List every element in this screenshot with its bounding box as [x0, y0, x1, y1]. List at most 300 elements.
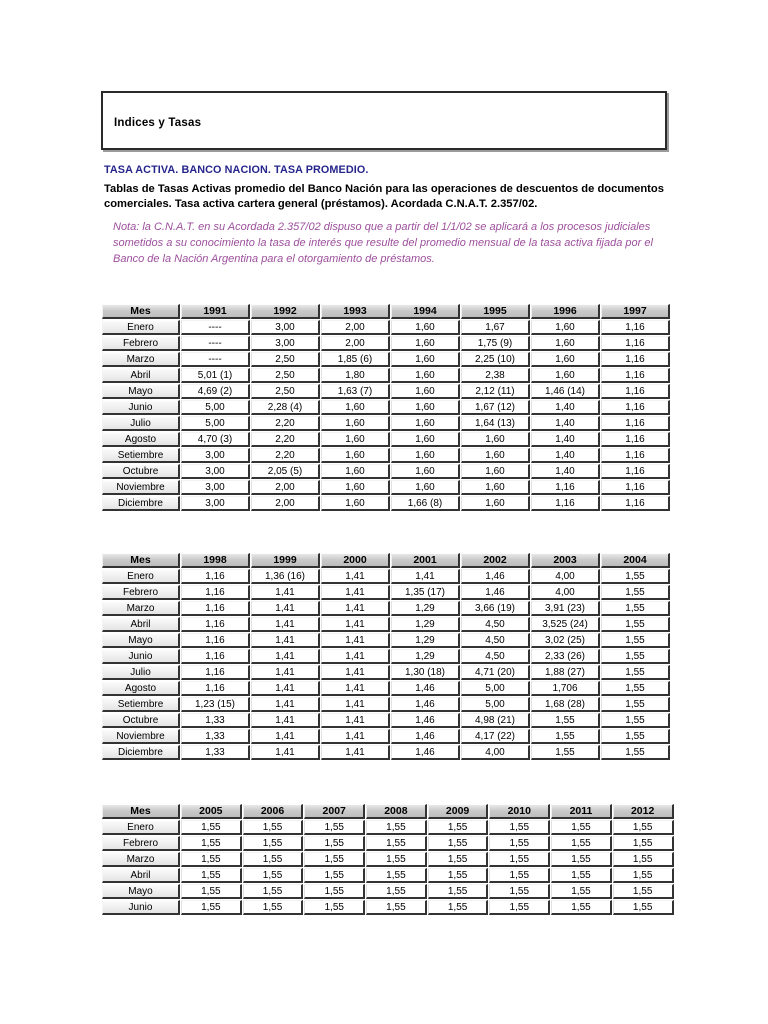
table-row [102, 681, 670, 696]
rate-cell: 1,16 [601, 352, 670, 367]
column-header-year: 1993 [321, 304, 390, 319]
table-row [102, 633, 670, 648]
rate-cell: 1,40 [531, 464, 600, 479]
rate-cell: 2,25 (10) [461, 352, 530, 367]
table-row [102, 496, 670, 511]
rate-cell: 1,41 [251, 617, 320, 632]
rate-cell: 1,60 [461, 432, 530, 447]
column-header-mes: Mes [102, 804, 180, 819]
rate-cell: 1,55 [601, 745, 670, 760]
rate-cell: 1,16 [531, 480, 600, 495]
rate-cell: 1,55 [428, 900, 489, 915]
column-header-year: 1999 [251, 553, 320, 568]
rate-cell: 1,55 [366, 836, 427, 851]
rate-cell: 4,17 (22) [461, 729, 530, 744]
rate-cell: 1,75 (9) [461, 336, 530, 351]
row-header-month: Octubre [102, 713, 180, 728]
rate-cell: 1,41 [321, 601, 390, 616]
table-row [102, 729, 670, 744]
table-row [102, 432, 670, 447]
rate-cell: 1,33 [181, 745, 250, 760]
rate-cell: ---- [181, 320, 250, 335]
rate-cell: 1,41 [391, 569, 460, 584]
column-header-year: 2001 [391, 553, 460, 568]
row-header-month: Marzo [102, 852, 180, 867]
rate-cell: 1,55 [428, 852, 489, 867]
row-header-month: Febrero [102, 336, 180, 351]
rate-cell: 1,36 (16) [251, 569, 320, 584]
rate-cell: 1,16 [601, 496, 670, 511]
rate-cell: 1,41 [321, 585, 390, 600]
column-header-year: 2008 [366, 804, 427, 819]
table-row [102, 368, 670, 383]
rate-cell: 1,60 [531, 352, 600, 367]
row-header-month: Noviembre [102, 729, 180, 744]
column-header-year: 2009 [428, 804, 489, 819]
row-header-month: Abril [102, 368, 180, 383]
rate-cell: 1,46 [391, 729, 460, 744]
rate-cell: 1,16 [181, 601, 250, 616]
rate-cell: 1,55 [613, 836, 674, 851]
row-header-month: Enero [102, 820, 180, 835]
table-row [102, 585, 670, 600]
rate-cell: 1,55 [243, 900, 304, 915]
rate-cell: 2,20 [251, 432, 320, 447]
rate-cell: 4,00 [531, 585, 600, 600]
rate-cell: 1,55 [613, 820, 674, 835]
column-header-mes: Mes [102, 304, 180, 319]
row-header-month: Julio [102, 416, 180, 431]
rate-cell: 1,55 [428, 884, 489, 899]
rate-cell: 1,55 [489, 868, 550, 883]
rate-cell: 1,60 [321, 496, 390, 511]
rate-cell: 2,33 (26) [531, 649, 600, 664]
rate-cell: 1,16 [181, 569, 250, 584]
rate-cell: 1,46 (14) [531, 384, 600, 399]
table-row [102, 713, 670, 728]
rate-cell: 1,41 [321, 649, 390, 664]
rate-cell: 3,91 (23) [531, 601, 600, 616]
column-header-year: 1998 [181, 553, 250, 568]
rate-cell: 1,41 [251, 649, 320, 664]
row-header-month: Mayo [102, 633, 180, 648]
rate-cell: 1,40 [531, 400, 600, 415]
rate-cell: 1,16 [181, 665, 250, 680]
rate-cell: 2,20 [251, 416, 320, 431]
rate-cell: 1,41 [251, 585, 320, 600]
rate-cell: 1,60 [461, 496, 530, 511]
column-header-year: 1996 [531, 304, 600, 319]
rate-cell: 1,60 [391, 480, 460, 495]
row-header-month: Junio [102, 649, 180, 664]
rate-table-2005-2012 [101, 803, 675, 916]
row-header-month: Julio [102, 665, 180, 680]
rate-cell: 1,55 [181, 868, 242, 883]
row-header-month: Enero [102, 320, 180, 335]
rate-cell: 2,00 [251, 496, 320, 511]
row-header-month: Mayo [102, 884, 180, 899]
rate-cell: 5,00 [181, 400, 250, 415]
rate-cell: 2,50 [251, 368, 320, 383]
table-row [102, 852, 674, 867]
rate-cell: 1,60 [391, 336, 460, 351]
table-row [102, 665, 670, 680]
row-header-month: Agosto [102, 681, 180, 696]
rate-cell: 3,00 [251, 320, 320, 335]
rate-cell: 1,55 [428, 820, 489, 835]
rate-cell: 3,00 [181, 496, 250, 511]
rate-cell: 1,46 [391, 713, 460, 728]
rate-cell: 1,55 [366, 900, 427, 915]
rate-cell: 1,60 [391, 464, 460, 479]
column-header-year: 2004 [601, 553, 670, 568]
rate-cell: 1,63 (7) [321, 384, 390, 399]
rate-cell: 1,46 [461, 585, 530, 600]
intro-paragraph: Tablas de Tasas Activas promedio del Banco Nación para las operaciones de descuentos de documentos comerciales. Tasa activa cartera general (préstamos). Acordada C.N.A.T. 2.357/02. [104, 183, 664, 210]
rate-cell: 1,23 (15) [181, 697, 250, 712]
rate-cell: 1,46 [391, 745, 460, 760]
rate-cell: 1,41 [251, 633, 320, 648]
rate-cell: 1,55 [601, 649, 670, 664]
rate-cell: 1,55 [551, 852, 612, 867]
rate-cell: 4,00 [531, 569, 600, 584]
rate-cell: 1,16 [601, 448, 670, 463]
rate-cell: 1,55 [243, 836, 304, 851]
rate-cell: 1,16 [601, 464, 670, 479]
rate-cell: 1,55 [366, 852, 427, 867]
row-header-month: Marzo [102, 352, 180, 367]
rate-cell: 4,98 (21) [461, 713, 530, 728]
rate-cell: 4,50 [461, 649, 530, 664]
rate-cell: 1,55 [601, 601, 670, 616]
rate-cell: 1,60 [391, 384, 460, 399]
rate-cell: 1,55 [601, 665, 670, 680]
rate-cell: 1,16 [531, 496, 600, 511]
rate-cell: 1,55 [243, 820, 304, 835]
rate-cell: 1,55 [181, 852, 242, 867]
rate-cell: 5,01 (1) [181, 368, 250, 383]
rate-cell: 1,68 (28) [531, 697, 600, 712]
table-row [102, 569, 670, 584]
row-header-month: Diciembre [102, 745, 180, 760]
rate-cell: 1,55 [551, 820, 612, 835]
rate-cell: 1,55 [428, 868, 489, 883]
rate-cell: 1,55 [366, 820, 427, 835]
table-row [102, 617, 670, 632]
rate-cell: 1,55 [489, 900, 550, 915]
table-row [102, 448, 670, 463]
row-header-month: Agosto [102, 432, 180, 447]
column-header-year: 2012 [613, 804, 674, 819]
table-row [102, 336, 670, 351]
rate-cell: 1,55 [304, 884, 365, 899]
rate-cell: 1,80 [321, 368, 390, 383]
rate-cell: 4,69 (2) [181, 384, 250, 399]
rate-cell: 1,41 [251, 745, 320, 760]
rate-cell: 1,16 [181, 681, 250, 696]
rate-cell: 3,02 (25) [531, 633, 600, 648]
rate-cell: 1,60 [321, 400, 390, 415]
rate-cell: 4,50 [461, 617, 530, 632]
rate-cell: 1,55 [613, 900, 674, 915]
rate-cell: 1,46 [391, 681, 460, 696]
row-header-month: Mayo [102, 384, 180, 399]
table-row [102, 320, 670, 335]
row-header-month: Febrero [102, 585, 180, 600]
page-title: Indices y Tasas [114, 117, 202, 129]
rate-cell: 1,55 [489, 852, 550, 867]
rate-cell: 1,55 [613, 884, 674, 899]
rate-cell: 1,16 [601, 480, 670, 495]
table-header-row [102, 553, 670, 568]
rate-cell: 1,41 [251, 713, 320, 728]
table-row [102, 649, 670, 664]
rate-cell: 4,50 [461, 633, 530, 648]
rate-cell: 1,55 [489, 820, 550, 835]
column-header-year: 1992 [251, 304, 320, 319]
row-header-month: Noviembre [102, 480, 180, 495]
rate-cell: 1,60 [321, 480, 390, 495]
rate-cell: 1,29 [391, 601, 460, 616]
rate-cell: 1,55 [601, 681, 670, 696]
rate-cell: 2,50 [251, 352, 320, 367]
rate-cell: 1,30 (18) [391, 665, 460, 680]
rate-cell: 2,20 [251, 448, 320, 463]
row-header-month: Setiembre [102, 697, 180, 712]
rate-cell: 5,00 [461, 681, 530, 696]
rate-cell: 1,41 [251, 601, 320, 616]
rate-cell: 1,16 [181, 617, 250, 632]
rate-cell: 1,55 [531, 713, 600, 728]
column-header-year: 2000 [321, 553, 390, 568]
rate-cell: 1,85 (6) [321, 352, 390, 367]
rate-cell: 1,55 [601, 569, 670, 584]
rate-cell: 1,60 [391, 432, 460, 447]
table-row [102, 352, 670, 367]
rate-cell: 1,46 [461, 569, 530, 584]
row-header-month: Diciembre [102, 496, 180, 511]
rate-cell: 1,35 (17) [391, 585, 460, 600]
rate-cell: 5,00 [181, 416, 250, 431]
table-row [102, 416, 670, 431]
rate-cell: 1,16 [601, 320, 670, 335]
rate-cell: 1,41 [251, 729, 320, 744]
rate-cell: 1,41 [321, 713, 390, 728]
column-header-year: 2010 [489, 804, 550, 819]
rate-cell: 1,55 [304, 900, 365, 915]
rate-cell: 5,00 [461, 697, 530, 712]
rate-cell: 3,00 [181, 480, 250, 495]
rate-cell: 1,88 (27) [531, 665, 600, 680]
rate-cell: 1,41 [321, 665, 390, 680]
title-box [101, 91, 667, 150]
rate-cell: 1,55 [551, 868, 612, 883]
rate-cell: 1,29 [391, 649, 460, 664]
rate-cell: 1,60 [321, 416, 390, 431]
rate-cell: 1,60 [321, 432, 390, 447]
rate-cell: 1,64 (13) [461, 416, 530, 431]
rate-cell: 1,706 [531, 681, 600, 696]
rate-cell: 2,00 [321, 320, 390, 335]
rate-cell: 1,60 [321, 464, 390, 479]
row-header-month: Marzo [102, 601, 180, 616]
row-header-month: Abril [102, 617, 180, 632]
rate-cell: 1,67 (12) [461, 400, 530, 415]
rate-table-1991-1997 [101, 303, 671, 512]
table-header-row [102, 804, 674, 819]
row-header-month: Junio [102, 900, 180, 915]
rate-cell: 1,16 [601, 400, 670, 415]
rate-cell: 1,46 [391, 697, 460, 712]
rate-cell: 1,60 [391, 448, 460, 463]
rate-cell: 1,55 [304, 836, 365, 851]
rate-cell: 1,41 [321, 633, 390, 648]
rate-cell: 1,55 [304, 868, 365, 883]
table-row [102, 868, 674, 883]
row-header-month: Enero [102, 569, 180, 584]
rate-cell: 1,41 [251, 697, 320, 712]
rate-cell: 1,55 [601, 729, 670, 744]
rate-cell: 3,525 (24) [531, 617, 600, 632]
table-row [102, 884, 674, 899]
rate-cell: 1,60 [391, 320, 460, 335]
row-header-month: Octubre [102, 464, 180, 479]
table-row [102, 836, 674, 851]
rate-cell: 1,40 [531, 416, 600, 431]
rate-cell: 1,16 [181, 585, 250, 600]
rate-cell: 1,55 [601, 633, 670, 648]
rate-cell: 3,66 (19) [461, 601, 530, 616]
rate-cell: 1,55 [181, 820, 242, 835]
rate-cell: 1,66 (8) [391, 496, 460, 511]
rate-cell: 1,16 [181, 633, 250, 648]
section-heading: TASA ACTIVA. BANCO NACION. TASA PROMEDIO. [104, 164, 369, 176]
rate-cell: 1,55 [551, 900, 612, 915]
column-header-year: 2011 [551, 804, 612, 819]
rate-cell: 1,55 [304, 852, 365, 867]
rate-cell: 1,60 [321, 448, 390, 463]
rate-cell: 3,00 [181, 464, 250, 479]
rate-cell: 1,60 [391, 400, 460, 415]
rate-table-1998-2004 [101, 552, 671, 761]
table-row [102, 601, 670, 616]
rate-cell: 1,55 [243, 868, 304, 883]
rate-cell: 4,70 (3) [181, 432, 250, 447]
rate-cell: 2,12 (11) [461, 384, 530, 399]
rate-cell: ---- [181, 336, 250, 351]
rate-cell: 1,55 [304, 820, 365, 835]
rate-cell: 1,60 [531, 368, 600, 383]
rate-cell: 3,00 [251, 336, 320, 351]
rate-cell: 1,55 [601, 617, 670, 632]
rate-cell: 1,41 [321, 569, 390, 584]
rate-cell: 3,00 [181, 448, 250, 463]
table-row [102, 900, 674, 915]
column-header-mes: Mes [102, 553, 180, 568]
rate-cell: 1,55 [601, 713, 670, 728]
rate-cell: 1,29 [391, 617, 460, 632]
row-header-month: Abril [102, 868, 180, 883]
rate-cell: 1,67 [461, 320, 530, 335]
rate-cell: 2,05 (5) [251, 464, 320, 479]
rate-cell: 2,50 [251, 384, 320, 399]
rate-cell: 2,00 [321, 336, 390, 351]
rate-cell: 1,60 [391, 352, 460, 367]
column-header-year: 1994 [391, 304, 460, 319]
rate-cell: 2,00 [251, 480, 320, 495]
column-header-year: 1991 [181, 304, 250, 319]
table-row [102, 464, 670, 479]
rate-cell: 1,16 [181, 649, 250, 664]
rate-cell: 1,41 [321, 697, 390, 712]
row-header-month: Febrero [102, 836, 180, 851]
table-header-row [102, 304, 670, 319]
column-header-year: 2006 [243, 804, 304, 819]
rate-cell: 1,55 [551, 884, 612, 899]
rate-cell: 1,33 [181, 713, 250, 728]
rate-cell: 1,41 [251, 665, 320, 680]
row-header-month: Junio [102, 400, 180, 415]
column-header-year: 1995 [461, 304, 530, 319]
rate-cell: 1,55 [428, 836, 489, 851]
rate-cell: 2,28 (4) [251, 400, 320, 415]
rate-cell: 1,55 [181, 884, 242, 899]
rate-cell: 1,16 [601, 384, 670, 399]
rate-cell: 1,55 [613, 868, 674, 883]
column-header-year: 2002 [461, 553, 530, 568]
rate-cell: 1,55 [489, 836, 550, 851]
rate-cell: 1,55 [243, 852, 304, 867]
table-row [102, 384, 670, 399]
column-header-year: 2005 [181, 804, 242, 819]
table-row [102, 480, 670, 495]
rate-cell: 1,55 [366, 884, 427, 899]
rate-cell: 1,40 [531, 432, 600, 447]
rate-cell: 1,16 [601, 416, 670, 431]
rate-cell: 1,41 [321, 745, 390, 760]
rate-cell: 1,16 [601, 336, 670, 351]
row-header-month: Setiembre [102, 448, 180, 463]
rate-cell: 1,55 [601, 697, 670, 712]
rate-cell: 1,60 [391, 416, 460, 431]
rate-cell: ---- [181, 352, 250, 367]
rate-cell: 1,60 [461, 464, 530, 479]
rate-cell: 1,60 [531, 320, 600, 335]
rate-cell: 4,71 (20) [461, 665, 530, 680]
note-paragraph: Nota: la C.N.A.T. en su Acordada 2.357/02 dispuso que a partir del 1/1/02 se aplicará a los procesos judiciales sometidos a su conocimiento la tasa de interés que resulte del promedio mensual de la tasa activa fijada por el Banco de la Nación Argentina para el otorgamiento de préstamos. [113, 221, 653, 265]
rate-cell: 1,41 [251, 681, 320, 696]
rate-cell: 2,38 [461, 368, 530, 383]
column-header-year: 2007 [304, 804, 365, 819]
rate-cell: 1,55 [366, 868, 427, 883]
rate-cell: 1,60 [461, 480, 530, 495]
rate-cell: 1,55 [181, 900, 242, 915]
table-row [102, 820, 674, 835]
rate-cell: 1,55 [489, 884, 550, 899]
rate-cell: 1,41 [321, 617, 390, 632]
rate-cell: 1,60 [531, 336, 600, 351]
rate-cell: 1,29 [391, 633, 460, 648]
rate-cell: 1,41 [321, 729, 390, 744]
rate-cell: 1,40 [531, 448, 600, 463]
rate-cell: 1,33 [181, 729, 250, 744]
rate-cell: 1,16 [601, 368, 670, 383]
rate-cell: 1,60 [461, 448, 530, 463]
rate-cell: 1,55 [551, 836, 612, 851]
table-row [102, 745, 670, 760]
rate-cell: 1,55 [531, 745, 600, 760]
column-header-year: 1997 [601, 304, 670, 319]
